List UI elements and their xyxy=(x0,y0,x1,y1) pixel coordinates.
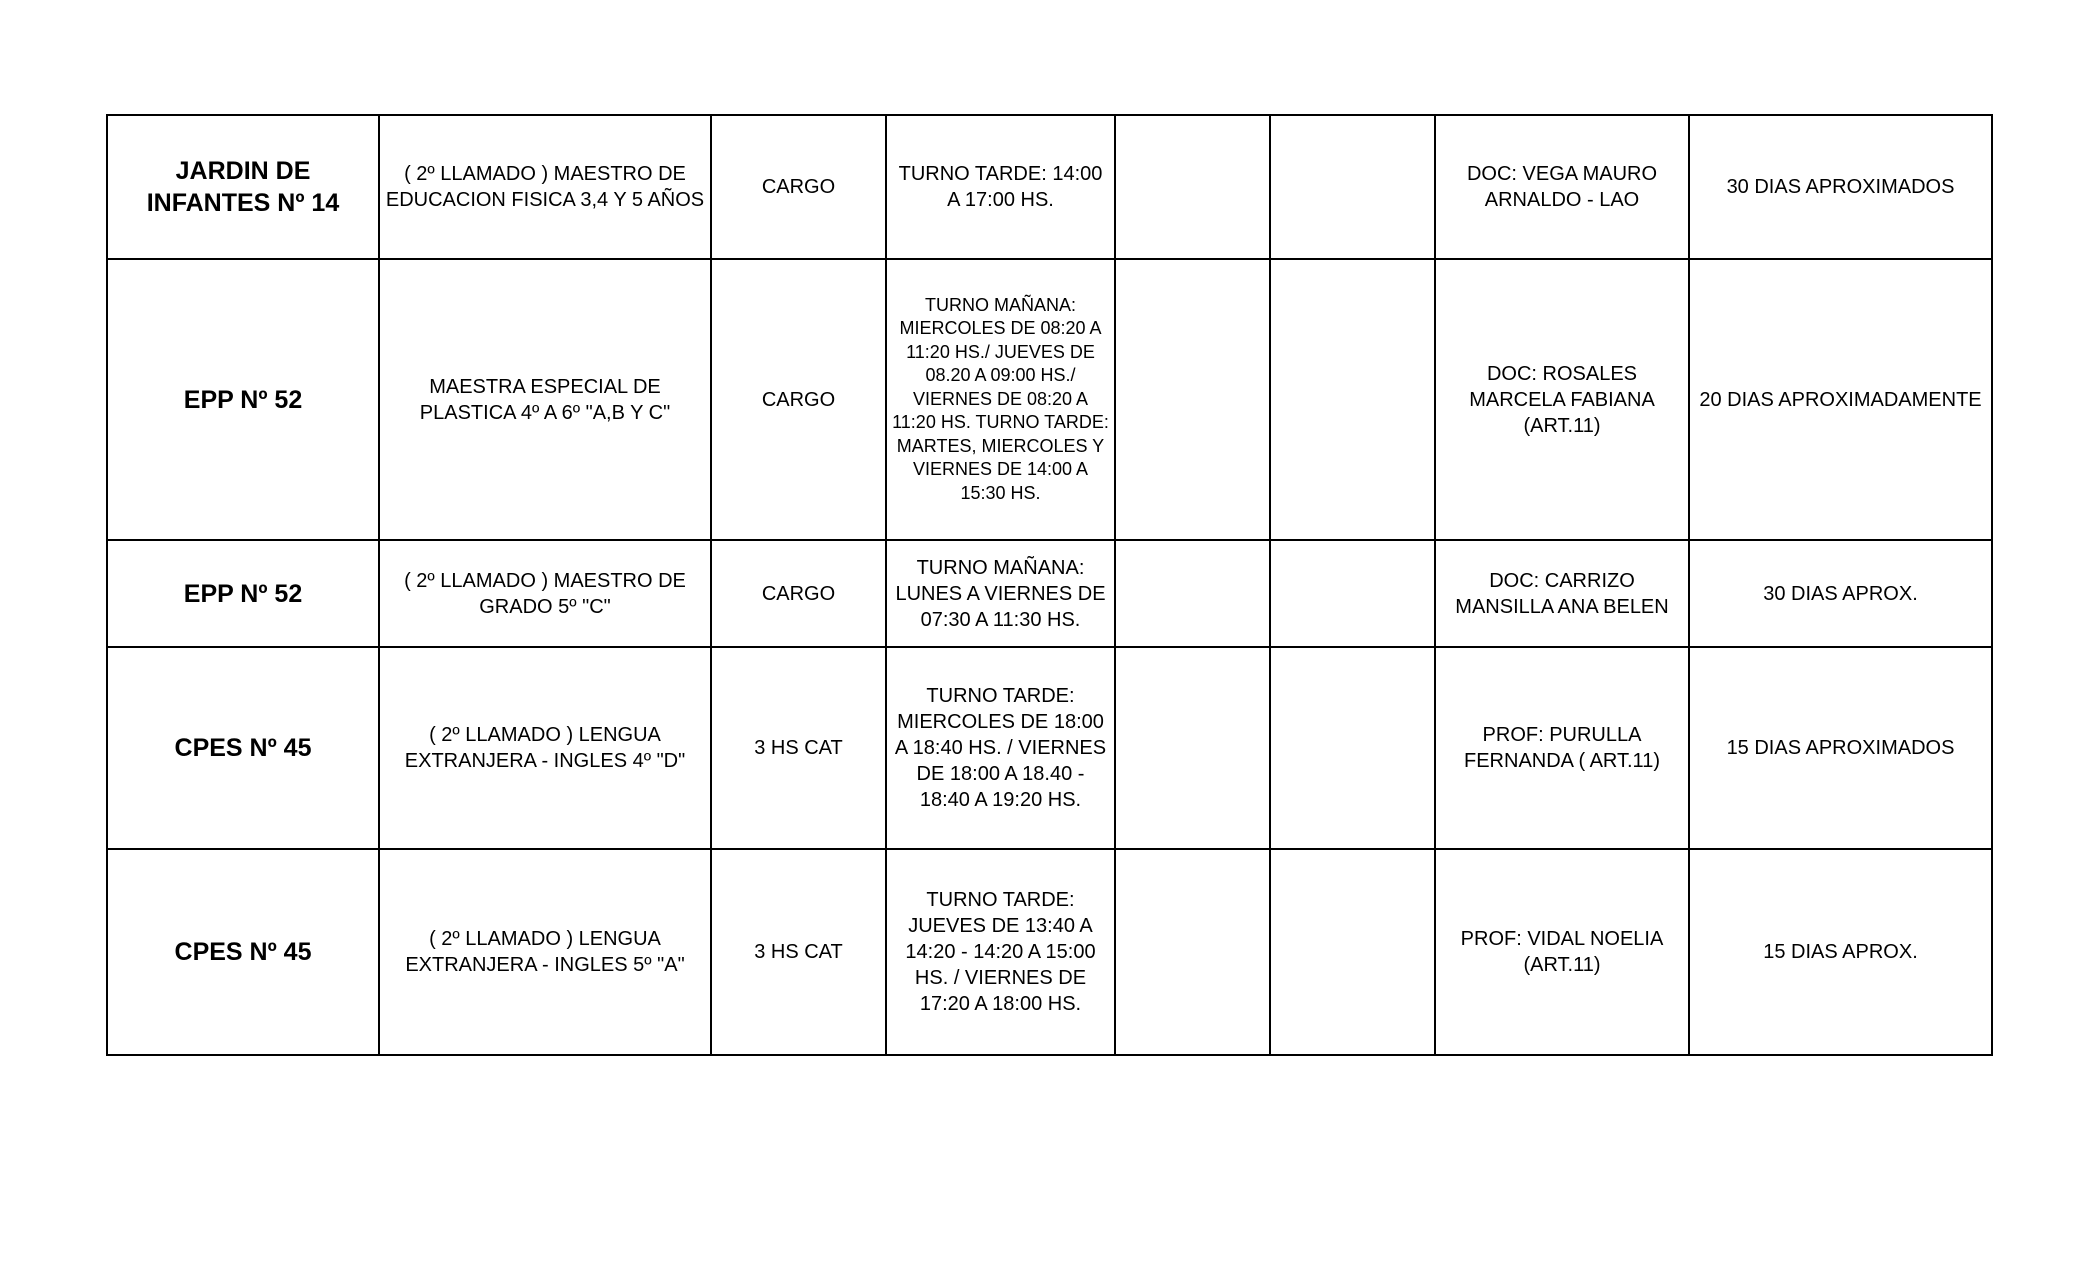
empty-cell xyxy=(1270,115,1435,259)
teacher-cell: DOC: VEGA MAURO ARNALDO - LAO xyxy=(1435,115,1689,259)
table-row xyxy=(107,540,1992,647)
position-cell: MAESTRA ESPECIAL DE PLASTICA 4º A 6º "A,B Y C" xyxy=(379,259,711,540)
position-cell: ( 2º LLAMADO ) LENGUA EXTRANJERA - INGLES 4º "D" xyxy=(379,647,711,849)
empty-cell xyxy=(1270,647,1435,849)
type-cell: CARGO xyxy=(711,115,886,259)
table-row xyxy=(107,647,1992,849)
duration-cell: 15 DIAS APROXIMADOS xyxy=(1689,647,1992,849)
empty-cell xyxy=(1115,849,1270,1055)
schedule-cell: TURNO TARDE: 14:00 A 17:00 HS. xyxy=(886,115,1115,259)
duration-cell: 30 DIAS APROX. xyxy=(1689,540,1992,647)
type-cell: CARGO xyxy=(711,540,886,647)
type-cell: CARGO xyxy=(711,259,886,540)
empty-cell xyxy=(1270,849,1435,1055)
type-cell: 3 HS CAT xyxy=(711,849,886,1055)
type-cell: 3 HS CAT xyxy=(711,647,886,849)
empty-cell xyxy=(1115,115,1270,259)
schedule-cell: TURNO MAÑANA: MIERCOLES DE 08:20 A 11:20 HS./ JUEVES DE 08.20 A 09:00 HS./ VIERNES DE 08:20 A 11:20 HS. TURNO TARDE: MARTES, MIERCOLES Y VIERNES DE 14:00 A 15:30 HS. xyxy=(886,259,1115,540)
teacher-cell: DOC: CARRIZO MANSILLA ANA BELEN xyxy=(1435,540,1689,647)
table-row xyxy=(107,115,1992,259)
empty-cell xyxy=(1270,259,1435,540)
table-row xyxy=(107,849,1992,1055)
school-cell: CPES Nº 45 xyxy=(107,647,379,849)
school-cell: EPP Nº 52 xyxy=(107,540,379,647)
table-row xyxy=(107,259,1992,540)
teacher-cell: DOC: ROSALES MARCELA FABIANA (ART.11) xyxy=(1435,259,1689,540)
duration-cell: 20 DIAS APROXIMADAMENTE xyxy=(1689,259,1992,540)
vacancies-table xyxy=(106,114,1993,1056)
duration-cell: 15 DIAS APROX. xyxy=(1689,849,1992,1055)
empty-cell xyxy=(1115,647,1270,849)
empty-cell xyxy=(1270,540,1435,647)
schedule-cell: TURNO TARDE: JUEVES DE 13:40 A 14:20 - 14:20 A 15:00 HS. / VIERNES DE 17:20 A 18:00 HS. xyxy=(886,849,1115,1055)
teacher-cell: PROF: VIDAL NOELIA (ART.11) xyxy=(1435,849,1689,1055)
school-cell: JARDIN DE INFANTES Nº 14 xyxy=(107,115,379,259)
position-cell: ( 2º LLAMADO ) MAESTRO DE GRADO 5º "C" xyxy=(379,540,711,647)
teacher-cell: PROF: PURULLA FERNANDA ( ART.11) xyxy=(1435,647,1689,849)
schedule-cell: TURNO MAÑANA: LUNES A VIERNES DE 07:30 A 11:30 HS. xyxy=(886,540,1115,647)
duration-cell: 30 DIAS APROXIMADOS xyxy=(1689,115,1992,259)
empty-cell xyxy=(1115,259,1270,540)
school-cell: EPP Nº 52 xyxy=(107,259,379,540)
schedule-cell: TURNO TARDE: MIERCOLES DE 18:00 A 18:40 HS. / VIERNES DE 18:00 A 18.40 - 18:40 A 19:20 HS. xyxy=(886,647,1115,849)
empty-cell xyxy=(1115,540,1270,647)
position-cell: ( 2º LLAMADO ) LENGUA EXTRANJERA - INGLES 5º "A" xyxy=(379,849,711,1055)
position-cell: ( 2º LLAMADO ) MAESTRO DE EDUCACION FISICA 3,4 Y 5 AÑOS xyxy=(379,115,711,259)
school-cell: CPES Nº 45 xyxy=(107,849,379,1055)
